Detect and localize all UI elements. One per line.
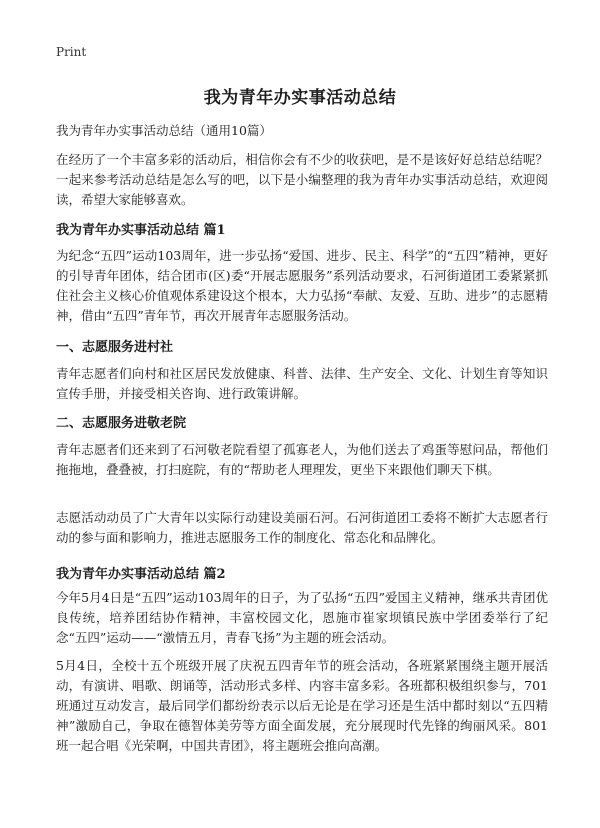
article1-heading: 我为青年办实事活动总结 篇1 — [56, 223, 226, 238]
article1-closing-paragraph: 志愿活动动员了广大青年以实际行动建设美丽石河。石河街道团工委将不断扩大志愿者行动的参与面和影响力，推进志愿服务工作的制度化、常态化和品牌化。 — [56, 510, 548, 545]
article1-paragraph: 为纪念“五四”运动103周年，进一步弘扬“爱国、进步、民主、科学”的“五四”精神，更好的引导青年团体，结合团市(区)委“开展志愿服务”系列活动要求，石河街道团工委紧紧抓住社会主义核心价值观体系建设这个根本，大力弘扬“奉献、友爱、互助、进步”的志愿精神，借由“五四”青年节，再次开展青年志愿服务活动。 — [56, 248, 548, 323]
article2-paragraph-1: 今年5月4日是“五四”运动103周年的日子，为了弘扬“五四”爱国主义精神，继承共青团优良传统，培养团结协作精神，丰富校园文化，恩施市崔家坝镇民族中学团委举行了纪念“五四”运动——“激情五月，青春飞扬”为主题的班会活动。 — [56, 590, 548, 645]
article2-paragraph-2: 5月4日，全校十五个班级开展了庆祝五四青年节的班会活动，各班紧紧围绕主题开展活动，有演讲、唱歌、朗诵等，活动形式多样、内容丰富多彩。各班都积极组织参与，701班通过互动发言，最后同学们都纷纷表示以后无论是在学习还是生活中都时刻以“五四精神”激励自己，争取在德智体美劳等方面全面发展，充分展现时代先锋的绚丽风采。801班一起合唱《光荣啊，中国共青团》，将主题班会推向高潮。 — [56, 658, 548, 753]
document-subtitle: 我为青年办实事活动总结（通用10篇） — [56, 123, 272, 138]
document-title: 我为青年办实事活动总结 — [203, 88, 397, 108]
section2-heading: 二、志愿服务进敬老院 — [56, 416, 187, 431]
section2-paragraph: 青年志愿者们还来到了石河敬老院看望了孤寡老人，为他们送去了鸡蛋等慰问品，帮他们拖拖地，叠叠被，打扫庭院，有的“帮助老人理理发，更坐下来跟他们聊天下棋。 — [56, 442, 548, 477]
section1-paragraph: 青年志愿者们向村和社区居民发放健康、科普、法律、生产安全、文化、计划生育等知识宣传手册，并接受相关咨询、进行政策讲解。 — [56, 366, 548, 401]
print-label: Print — [56, 45, 87, 59]
intro-paragraph: 在经历了一个丰富多彩的活动后，相信你会有不少的收获吧，是不是该好好总结总结呢？一起来参考活动总结是怎么写的吧，以下是小编整理的我为青年办实事活动总结，欢迎阅读，希望大家能够喜欢。 — [56, 152, 548, 207]
section1-heading: 一、志愿服务进村社 — [56, 340, 174, 355]
article2-heading: 我为青年办实事活动总结 篇2 — [56, 567, 226, 582]
